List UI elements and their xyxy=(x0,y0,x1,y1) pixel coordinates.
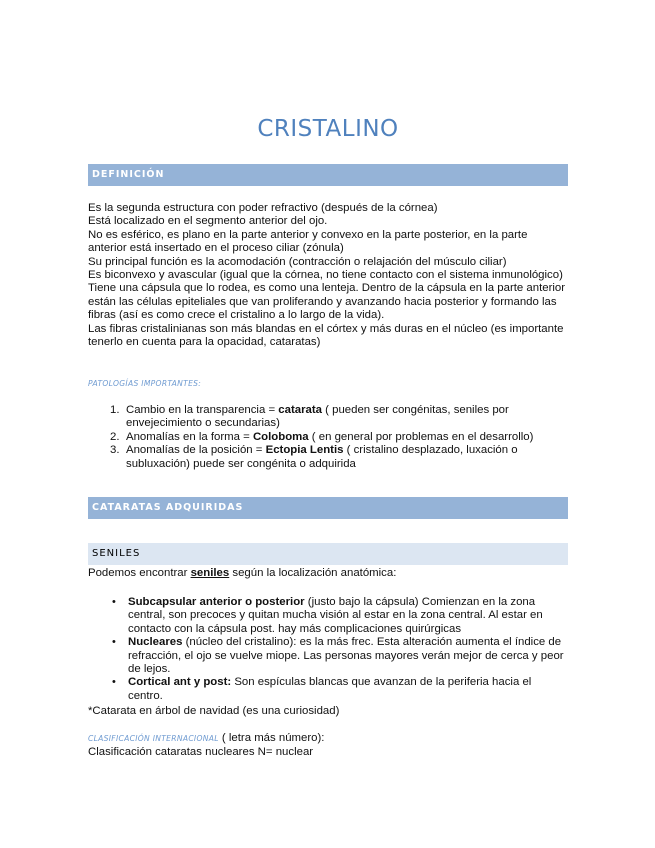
subheading-patologias: PATOLOGÍAS IMPORTANTES: xyxy=(88,379,202,388)
bullet-icon: • xyxy=(112,596,116,608)
list-item: 1. Cambio en la transparencia = catarata ( pueden ser congénitas, seniles por envejecimiento o secundarias) xyxy=(110,404,509,430)
definition-line: Su principal función es la acomodación (contracción o relajación del músculo ciliar) xyxy=(88,255,507,268)
seniles-list xyxy=(88,596,568,703)
section-header-seniles: SENILES xyxy=(88,543,568,565)
definition-line: Es la segunda estructura con poder refractivo (después de la córnea) xyxy=(88,202,438,214)
list-item: 3. Anomalías de la posición = Ectopia Lentis ( cristalino desplazado, luxación o subluxación) puede ser congénita o adquirida xyxy=(110,444,518,470)
list-item: • Cortical ant y post: Son espículas blancas que avanzan de la periferia hacia el centro. xyxy=(112,676,532,702)
subheading-clasificacion: CLASIFICACIÓN INTERNACIONAL xyxy=(88,734,219,743)
pathologies-list xyxy=(88,404,568,471)
seniles-intro: Podemos encontrar seniles según la localización anatómica: xyxy=(88,567,397,579)
list-number: 1. xyxy=(110,404,120,416)
definition-line: Tiene una cápsula que lo rodea, es como una lenteja. Dentro de la cápsula en la parte anterior están las células epiteliales que van proliferando y avanzando hacia posterior y formando las fibras (así es como crece el cristalino a lo largo de la vida). xyxy=(88,282,566,322)
definition-line: Está localizado en el segmento anterior del ojo. xyxy=(88,215,328,228)
bullet-icon: • xyxy=(112,676,116,689)
list-number: 3. xyxy=(110,444,120,457)
list-item: 2. Anomalías en la forma = Coloboma ( en general por problemas en el desarrollo) xyxy=(110,430,534,443)
clasificacion-line: Clasificación cataratas nucleares N= nuclear xyxy=(88,746,314,758)
section-header-cataratas-adquiridas: CATARATAS ADQUIRIDAS xyxy=(88,497,568,519)
page-title: CRISTALINO xyxy=(257,116,399,142)
definition-line: Las fibras cristalinianas son más blandas en el córtex y más duras en el núcleo (es importante tenerlo en cuenta para la opacidad, cataratas) xyxy=(88,322,564,349)
list-number: 2. xyxy=(110,430,120,443)
definition-line: No es esférico, es plano en la parte anterior y convexo en la parte posterior, en la parte anterior está insertado en el proceso ciliar (zónula) xyxy=(88,228,528,255)
note-line: *Catarata en árbol de navidad (es una curiosidad) xyxy=(88,705,340,717)
list-item: • Subcapsular anterior o posterior (justo bajo la cápsula) Comienzan en la zona central, son precoces y quitan mucha visión al estar en la zona central. Al estar en contacto con la cápsula post. hay más complicaciones quirúrgicas xyxy=(112,596,543,635)
definition-line: Es biconvexo y avascular (igual que la córnea, no tiene contacto con el sistema inmunológico) xyxy=(88,269,563,282)
clasificacion-heading: CLASIFICACIÓN INTERNACIONAL ( letra más número): xyxy=(88,732,325,744)
list-item: • Nucleares (núcleo del cristalino): es la más frec. Esta alteración aumenta el índice de refracción, el ojo se vuelve miope. Las personas mayores verán mejor de cerca y peor de lejos. xyxy=(112,636,564,676)
section-header-definicion: DEFINICIÓN xyxy=(88,164,568,186)
bullet-icon: • xyxy=(112,636,116,649)
definition-paragraph xyxy=(88,202,568,349)
